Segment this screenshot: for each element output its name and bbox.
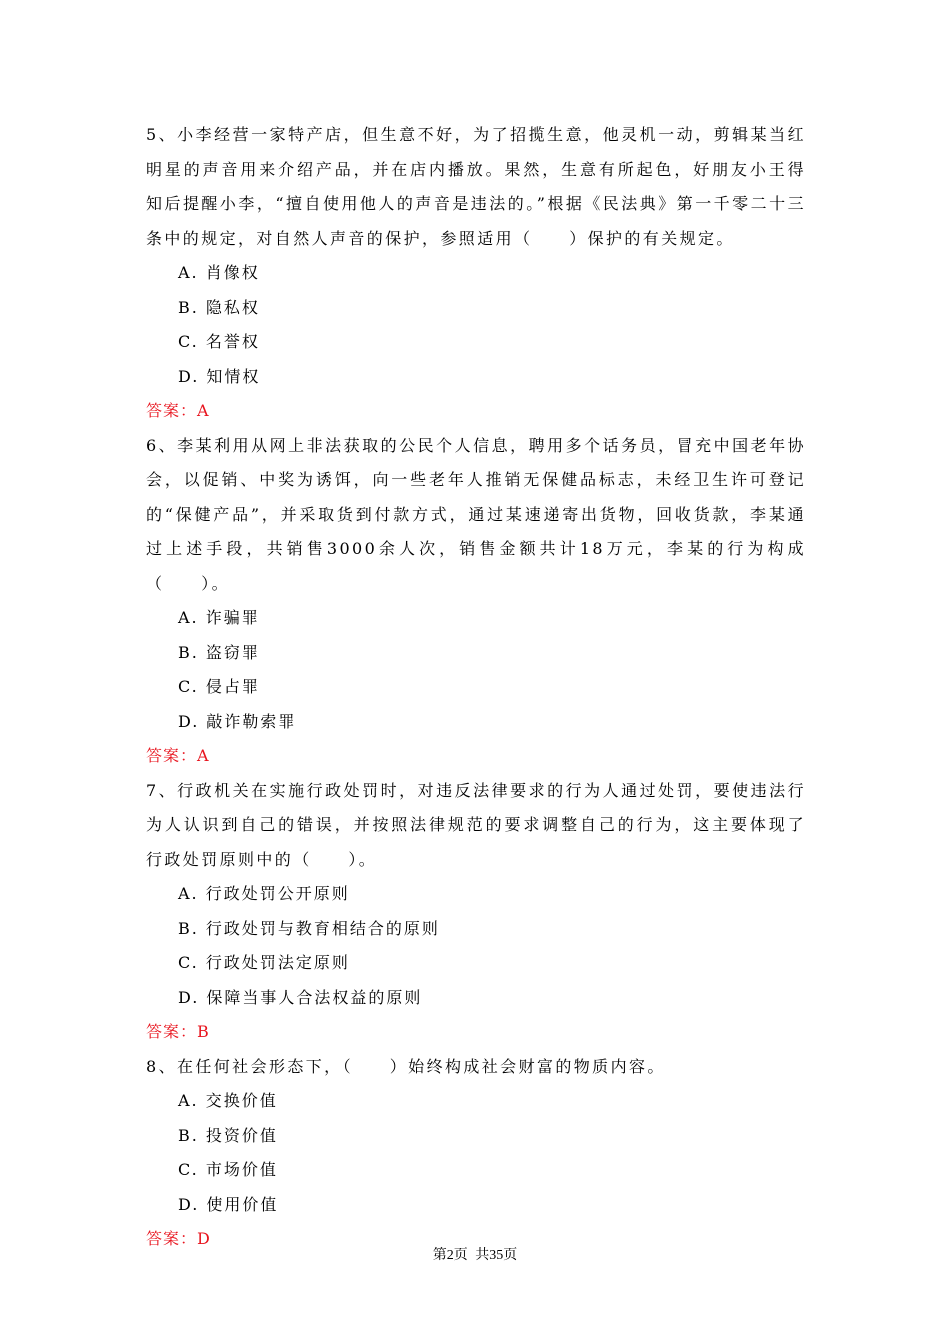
option-b: B. 隐私权 xyxy=(178,297,260,317)
option-c: C. 名誉权 xyxy=(178,332,260,351)
question-block xyxy=(146,429,806,774)
page-number: 第2页 xyxy=(432,1248,468,1263)
question-block xyxy=(146,1050,806,1257)
answer-label: 答案：D xyxy=(146,1229,211,1248)
option-d: D. 使用价值 xyxy=(178,1194,279,1214)
option-b: B. 投资价值 xyxy=(178,1125,278,1145)
option-d: D. 保障当事人合法权益的原则 xyxy=(178,987,423,1007)
question-text: 6、李某利用从网上非法获取的公民个人信息，聘用多个话务员，冒充中国老年协会，以促销、中奖为诱饵，向一些老年人推销无保健品标志，未经卫生许可登记的“保健产品”，并采取货到付款方式，通过某速递寄出货物，回收货款，李某通过上述手段，共销售3000余人次，销售金额共计18万元，李某的行为构成（ ）。 xyxy=(146,435,806,593)
option-b: B. 盗窃罪 xyxy=(178,642,260,662)
answer-label: 答案：A xyxy=(146,401,210,420)
option-d: D. 敲诈勒索罪 xyxy=(178,711,297,731)
question-text: 5、小李经营一家特产店，但生意不好，为了招揽生意，他灵机一动，剪辑某当红明星的声音用来介绍产品，并在店内播放。果然，生意有所起色，好朋友小王得知后提醒小李，“擅自使用他人的声音是违法的。”根据《民法典》第一千零二十三条中的规定，对自然人声音的保护，参照适用（ ）保护的有关规定。 xyxy=(146,125,806,248)
page-footer xyxy=(0,1244,950,1264)
option-b: B. 行政处罚与教育相结合的原则 xyxy=(178,918,440,938)
option-c: C. 行政处罚法定原则 xyxy=(178,953,350,972)
option-a: A. 诈骗罪 xyxy=(178,608,260,627)
question-text: 7、行政机关在实施行政处罚时，对违反法律要求的行为人通过处罚，要使违法行为人认识到自己的错误，并按照法律规范的要求调整自己的行为，这主要体现了行政处罚原则中的（ ）。 xyxy=(146,780,806,869)
question-list xyxy=(146,118,806,1257)
question-block xyxy=(146,774,806,1050)
answer-label: 答案：B xyxy=(146,1022,210,1041)
question-text: 8、在任何社会形态下，（ ）始终构成社会财富的物质内容。 xyxy=(146,1056,666,1076)
option-a: A. 肖像权 xyxy=(178,263,260,282)
answer-label: 答案：A xyxy=(146,746,210,765)
option-c: C. 市场价值 xyxy=(178,1160,278,1179)
option-c: C. 侵占罪 xyxy=(178,677,260,696)
question-block xyxy=(146,118,806,429)
option-a: A. 行政处罚公开原则 xyxy=(178,884,350,903)
option-d: D. 知情权 xyxy=(178,366,261,386)
option-a: A. 交换价值 xyxy=(178,1091,278,1110)
page-total: 共35页 xyxy=(475,1248,518,1263)
